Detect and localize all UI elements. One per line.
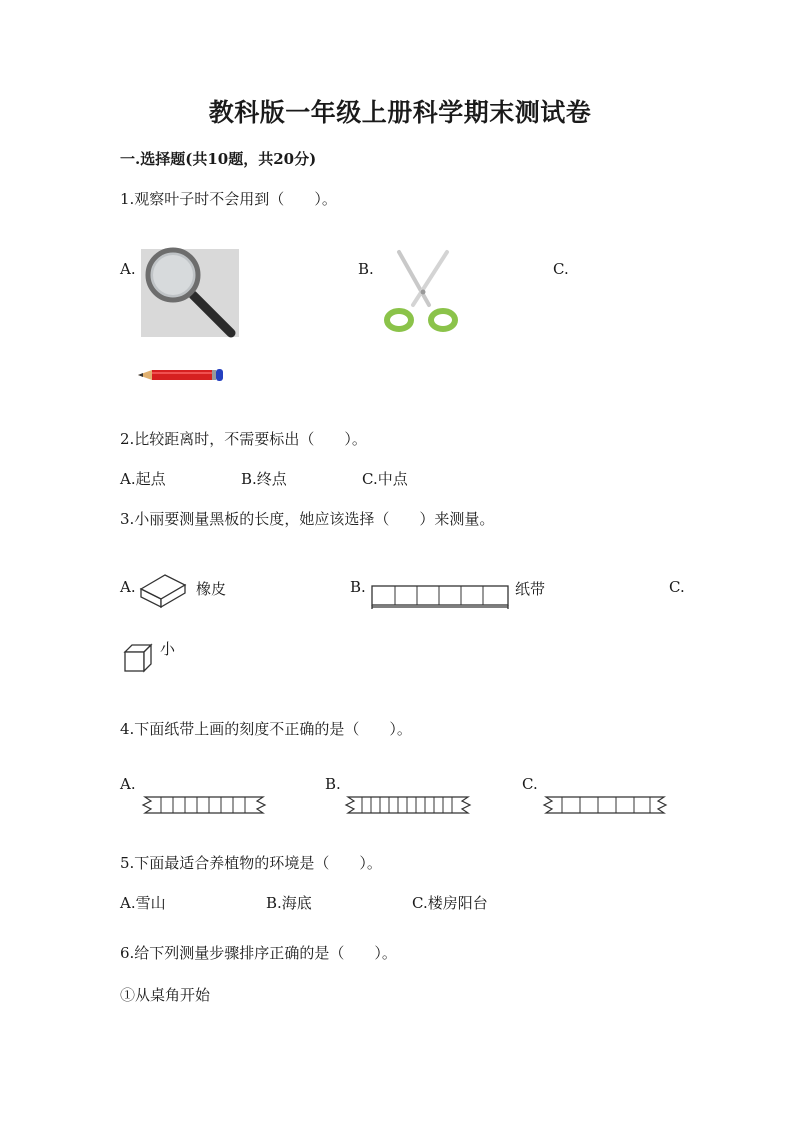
ruler-strip-icon-a	[141, 796, 267, 814]
small-cube-icon	[124, 644, 152, 672]
question-3-option-b[interactable]: B.	[350, 578, 366, 596]
paper-strip-icon	[371, 585, 509, 611]
question-3-option-c-text: 小	[160, 640, 176, 658]
question-3-option-a[interactable]: A.	[120, 578, 136, 596]
question-6-step-1: ①从桌角开始	[120, 986, 211, 1004]
question-5-option-a[interactable]: A.雪山	[120, 894, 166, 912]
ruler-strip-icon-b	[344, 796, 472, 814]
question-5-stem: 5.下面最适合养植物的环境是（ ）。	[120, 854, 382, 872]
eraser-icon	[139, 571, 187, 609]
question-3-option-b-text: 纸带	[515, 580, 546, 598]
question-1-option-b[interactable]: B.	[358, 260, 374, 278]
question-3-option-c[interactable]: C.	[669, 578, 685, 596]
question-5-option-c[interactable]: C.楼房阳台	[412, 894, 488, 912]
question-3-option-a-text: 橡皮	[196, 580, 227, 598]
question-4-stem: 4.下面纸带上画的刻度不正确的是（ ）。	[120, 720, 412, 738]
question-1-option-a[interactable]: A.	[120, 260, 136, 278]
question-5-option-b[interactable]: B.海底	[266, 894, 312, 912]
page-title: 教科版一年级上册科学期末测试卷	[208, 98, 592, 127]
magnifier-icon	[141, 249, 239, 337]
question-4-option-a[interactable]: A.	[120, 775, 136, 793]
section-heading: 一.选择题(共10题，共20分)	[120, 150, 317, 168]
question-2-stem: 2.比较距离时，不需要标出（ ）。	[120, 430, 367, 448]
question-2-option-b[interactable]: B.终点	[241, 470, 287, 488]
question-4-option-c[interactable]: C.	[522, 775, 538, 793]
question-3-stem: 3.小丽要测量黑板的长度，她应该选择（ ）来测量。	[120, 510, 495, 528]
question-1-option-c[interactable]: C.	[553, 260, 569, 278]
question-2-option-c[interactable]: C.中点	[362, 470, 408, 488]
question-2-option-a[interactable]: A.起点	[120, 470, 166, 488]
ruler-strip-icon-c	[542, 796, 668, 814]
question-6-stem: 6.给下列测量步骤排序正确的是（ ）。	[120, 944, 397, 962]
pencil-icon	[138, 368, 224, 382]
question-4-option-b[interactable]: B.	[325, 775, 341, 793]
question-1-stem: 1.观察叶子时不会用到（ ）。	[120, 190, 337, 208]
scissors-icon	[381, 250, 461, 334]
